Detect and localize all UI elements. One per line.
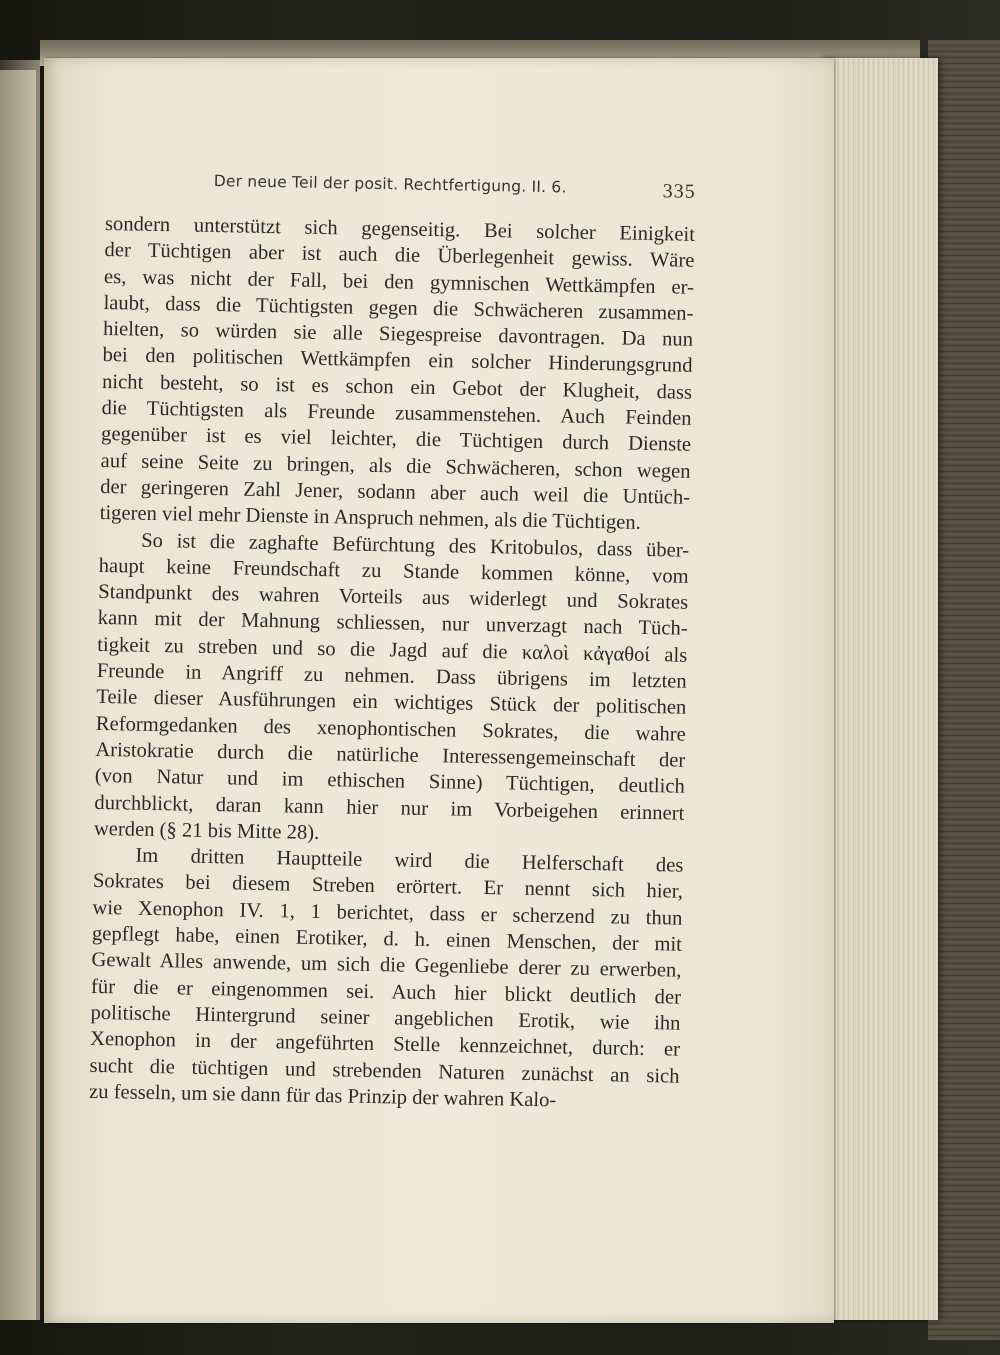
text-line: (von Natur und im ethischen Sinne) Tüchtigen, deutlich	[94, 765, 685, 798]
text-line: Sokrates bei diesem Streben erörtert. Er nennt sich hier,	[92, 870, 684, 904]
body-text	[89, 211, 695, 1116]
running-header	[214, 172, 696, 204]
paragraph	[99, 211, 695, 537]
paragraph	[89, 842, 684, 1116]
text-line: So ist die zaghafte Befürchtung des Kritobulos, dass über-	[141, 529, 690, 562]
text-line: Reformgedanken des xenophontischen Sokrates, die wahre	[95, 712, 686, 746]
text-line: Gewalt Alles anwende, um sich die Gegenliebe derer zu erwerben,	[91, 949, 682, 982]
text-line: gepflegt habe, einen Erotiker, d. h. einen Menschen, der mit	[91, 922, 683, 956]
text-line: es, was nicht der Fall, bei den gymnischen Wettkämpfen er-	[103, 265, 695, 299]
text-line: für die er eingenommen sei. Auch hier blickt deutlich der	[90, 975, 682, 1009]
text-line: Xenophon in der angeführten Stelle kennzeichnet, durch: er	[89, 1028, 681, 1061]
text-line: zu fesseln, um sie dann für das Prinzip der wahren Kalo-	[88, 1080, 557, 1112]
book-page	[44, 58, 834, 1323]
text-line: der geringeren Zahl Jener, sodann aber auch weil die Untüch-	[99, 475, 691, 509]
text-line: laubt, dass die Tüchtigsten gegen die Schwächeren zusammen-	[103, 291, 694, 325]
text-line: die Tüchtigsten als Freunde zusammenstehen. Auch Feinden	[101, 397, 692, 430]
text-line: bei den politischen Wettkämpfen ein solcher Hinderungsgrund	[102, 344, 693, 378]
paragraph	[94, 527, 690, 853]
text-line: Standpunkt des wahren Vorteils aus widerlegt und Sokrates	[98, 581, 689, 614]
text-line: tigeren viel mehr Dienste in Anspruch nehmen, als die Tüchtigen.	[99, 502, 642, 535]
previous-page-edge	[0, 70, 36, 1320]
text-line: sondern unterstützt sich gegenseitig. Bei solcher Einigkeit	[104, 212, 696, 246]
page-content	[89, 170, 696, 1116]
text-line: sucht die tüchtigen und strebenden Naturen zunächst an sich	[89, 1054, 680, 1088]
text-line: Aristokratie durch die natürliche Interessengemeinschaft der	[95, 738, 686, 772]
text-line: Freunde in Angriff zu nehmen. Dass übrigens im letzten	[96, 659, 687, 693]
text-line: tigkeit zu streben und so die Jagd auf die καλοὶ κἀγαθοί als	[97, 633, 688, 667]
text-line: wie Xenophon IV. 1, 1 berichtet, dass er scherzend zu thun	[92, 896, 683, 930]
text-line: politische Hintergrund seiner angeblichen Erotik, wie ihn	[90, 1001, 681, 1035]
text-line: hielten, so würden sie alle Siegespreise davontragen. Da nun	[102, 318, 694, 351]
right-cover-edge	[928, 40, 1000, 1340]
running-title: Der neue Teil der posit. Rechtfertigung. II. 6.	[213, 171, 567, 197]
text-line: auf seine Seite zu bringen, als die Schwächeren, schon wegen	[100, 449, 691, 483]
page-stack-edge	[820, 58, 938, 1320]
text-line: Im dritten Hauptteile wird die Helferschaft des	[135, 844, 684, 877]
text-line: durchblickt, daran kann hier nur im Vorbeigehen erinnert	[94, 791, 685, 825]
page-number: 335	[662, 180, 696, 203]
text-line: haupt keine Freundschaft zu Stande kommen könne, vom	[98, 554, 689, 588]
text-line: kann mit der Mahnung schliessen, nur unverzagt nach Tüch-	[97, 607, 688, 641]
text-line: Teile dieser Ausführungen ein wichtiges Stück der politischen	[96, 686, 687, 720]
text-line: werden (§ 21 bis Mitte 28).	[93, 817, 320, 844]
text-line: gegenüber ist es viel leichter, die Tüchtigen durch Dienste	[100, 423, 692, 457]
text-line: nicht besteht, so ist es schon ein Gebot der Klugheit, dass	[101, 370, 693, 404]
text-line: der Tüchtigen aber ist auch die Überlegenheit gewiss. Wäre	[104, 239, 695, 273]
